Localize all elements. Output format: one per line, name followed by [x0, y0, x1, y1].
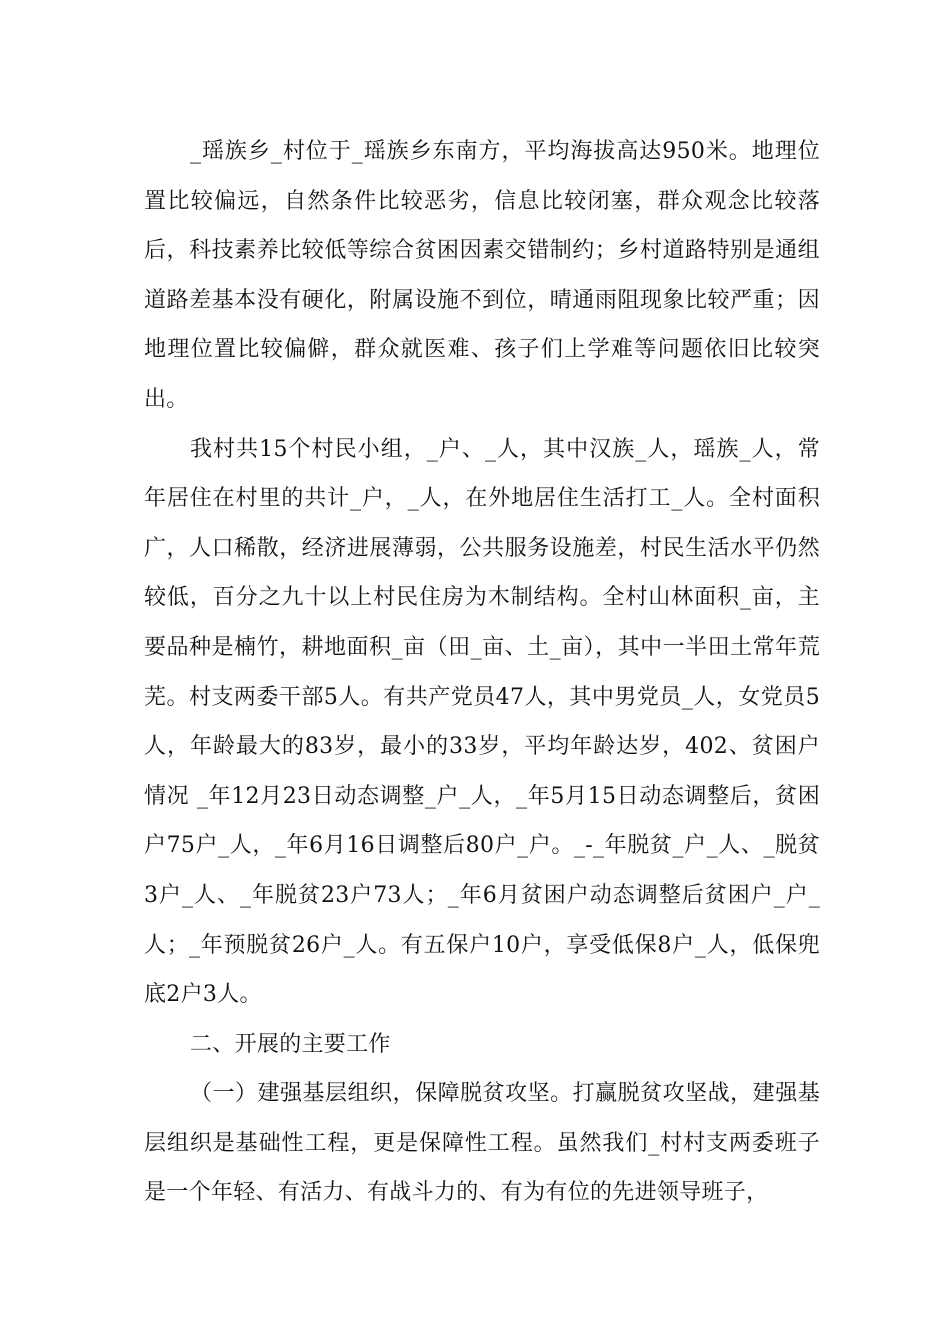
document-body [144, 127, 820, 1218]
section-heading: 二、开展的主要工作 [190, 1031, 391, 1057]
paragraph-main-work: （一）建强基层组织，保障脱贫攻坚。打赢脱贫攻坚战，建强基层组织是基础性工程，更是保障性工程。虽然我们_村村支两委班子是一个年轻、有活力、有战斗力的、有为有位的先进领导班子， [144, 1081, 820, 1206]
paragraph-village-location: _瑶族乡_村位于_瑶族乡东南方，平均海拔高达950米。地理位置比较偏远，自然条件比较恶劣，信息比较闭塞，群众观念比较落后，科技素养比较低等综合贫困因素交错制约；乡村道路特别是通组道路差基本没有硬化，附属设施不到位，晴通雨阻现象比较严重；因地理位置比较偏僻，群众就医难、孩子们上学难等问题依旧比较突出。 [144, 139, 820, 412]
paragraph-village-statistics: 我村共15个村民小组，_户、_人，其中汉族_人，瑶族_人，常年居住在村里的共计_户，_人，在外地居住生活打工_人。全村面积广，人口稀散，经济进展薄弱，公共服务设施差，村民生活水平仍然较低，百分之九十以上村民住房为木制结构。全村山林面积_亩，主要品种是楠竹，耕地面积_亩（田_亩、土_亩），其中一半田土常年荒芜。村支两委干部5人。有共产党员47人，其中男党员_人，女党员5人，年龄最大的83岁，最小的33岁，平均年龄达岁，402、贫困户情况 _年12月23日动态调整_户_人，_年5月15日动态调整后，贫困户75户_人，_年6月16日调整后80户_户。_-_年脱贫_户_人、_脱贫3户_人、_年脱贫23户73人；_年6月贫困户动态调整后贫困户_户_人；_年预脱贫26户_人。有五保户10户，享受低保8户_人，低保兜底2户3人。 [144, 436, 820, 1008]
